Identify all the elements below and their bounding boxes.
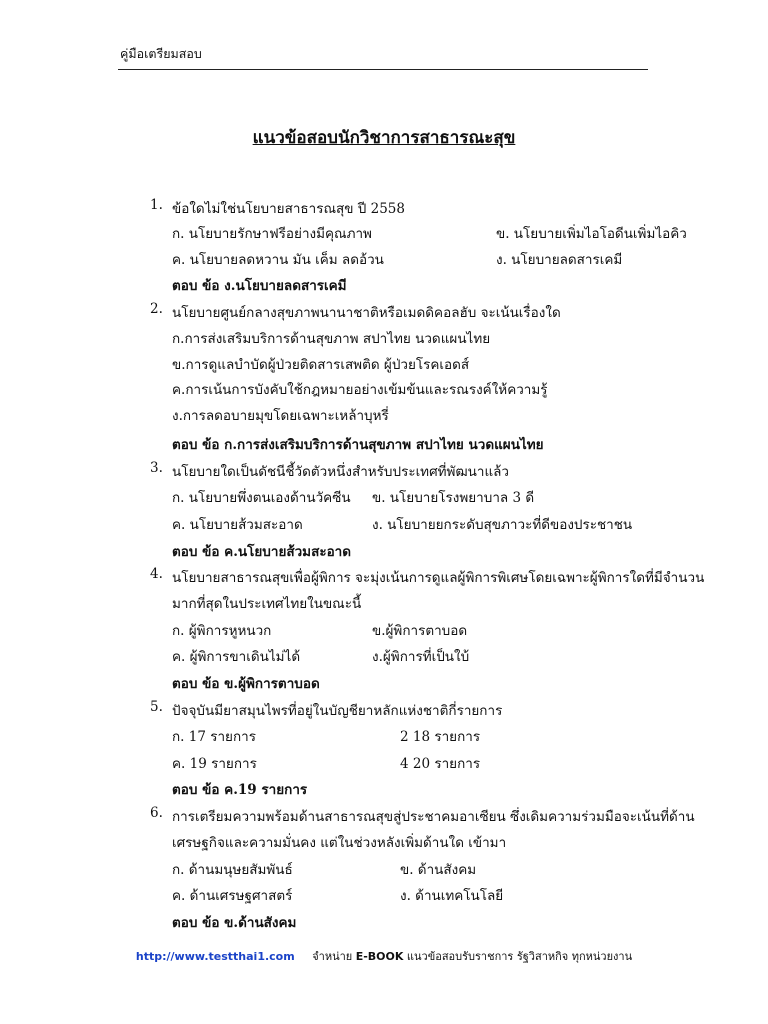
question-text-cont: มากที่สุดในประเทศไทยในขณะนี้	[172, 596, 362, 612]
option-d: ง. ด้านเทคโนโลยี	[400, 888, 504, 904]
option-c: ค. ด้านเศรษฐศาสตร์	[172, 888, 293, 904]
question-number: 4.	[150, 566, 163, 582]
option-c: ค.การเน้นการบังคับใช้กฎหมายอย่างเข้มข้นและรณรงค์ให้ความรู้	[172, 382, 548, 398]
question-text: นโยบายสาธารณสุขเพื่อผู้พิการ จะมุ่งเน้นการดูแลผู้พิการพิเศษโดยเฉพาะผู้พิการใดที่มีจำนวน	[172, 570, 705, 586]
question-text: การเตรียมความพร้อมด้านสาธารณสุขสู่ประชาคมอาเซียน ซึ่งเดิมความร่วมมือจะเน้นที่ด้าน	[172, 809, 695, 825]
footer-ad-text: แนวข้อสอบรับราชการ รัฐวิสาหกิจ ทุกหน่วยงาน	[406, 950, 633, 963]
answer-line: ตอบ ข้อ ค.19 รายการ	[172, 782, 308, 798]
question-number: 3.	[150, 460, 163, 476]
option-a: ก. 17 รายการ	[172, 729, 256, 745]
option-b: ข.ผู้พิการตาบอด	[372, 623, 468, 639]
question-number: 1.	[150, 197, 163, 213]
option-d: ง. นโยบายยกระดับสุขภาวะที่ดีของประชาชน	[372, 517, 633, 533]
website-link[interactable]: http://www.testthai1.com	[135, 950, 295, 963]
question-text: นโยบายใดเป็นดัชนีชี้วัดตัวหนึ่งสำหรับประเทศที่พัฒนาแล้ว	[172, 464, 510, 480]
option-c: ค. นโยบายส้วมสะอาด	[172, 517, 303, 533]
page-footer	[0, 947, 768, 965]
answer-line: ตอบ ข้อ ค.นโยบายส้วมสะอาด	[172, 544, 352, 560]
option-c: ค. ผู้พิการขาเดินไม่ได้	[172, 649, 301, 665]
option-c: ค. นโยบายลดหวาน มัน เค็ม ลดอ้วน	[172, 252, 384, 268]
option-a: ก. นโยบายพึ่งตนเองด้านวัคซีน	[172, 490, 351, 506]
footer-ad-prefix: จำหน่าย	[312, 950, 353, 963]
question-text: ปัจจุบันมียาสมุนไพรที่อยู่ในบัญชียาหลักแห่งชาติกี่รายการ	[172, 703, 503, 719]
option-d: ง.การลดอบายมุขโดยเฉพาะเหล้าบุหรี่	[172, 408, 389, 424]
option-b: ข. ด้านสังคม	[400, 862, 477, 878]
option-b: ข.การดูแลบำบัดผู้ป่วยติดสารเสพติด ผู้ป่วยโรคเอดส์	[172, 357, 470, 373]
answer-line: ตอบ ข้อ ข.ผู้พิการตาบอด	[172, 676, 320, 692]
option-a: ก. ด้านมนุษยสัมพันธ์	[172, 862, 293, 878]
header-divider	[118, 69, 648, 70]
option-c: ค. 19 รายการ	[172, 756, 257, 772]
option-d: ง. นโยบายลดสารเคมี	[496, 252, 623, 268]
question-text-cont: เศรษฐกิจและความมั่นคง แต่ในช่วงหลังเพิ่มด้านใด เข้ามา	[172, 835, 507, 851]
answer-line: ตอบ ข้อ ก.การส่งเสริมบริการด้านสุขภาพ สปาไทย นวดแผนไทย	[172, 437, 544, 453]
option-a: ก. นโยบายรักษาฟรีอย่างมีคุณภาพ	[172, 226, 372, 242]
footer-ad-ebook: E-BOOK	[355, 950, 404, 963]
option-d: ง.ผู้พิการที่เป็นใบ้	[372, 649, 470, 665]
option-b: ข. นโยบายเพิ่มไอโอดีนเพิ่มไอคิว	[496, 226, 687, 242]
option-a: ก. ผู้พิการหูหนวก	[172, 623, 272, 639]
option-a: ก.การส่งเสริมบริการด้านสุขภาพ สปาไทย นวดแผนไทย	[172, 331, 491, 347]
answer-line: ตอบ ข้อ ข.ด้านสังคม	[172, 915, 297, 931]
question-number: 5.	[150, 699, 163, 715]
option-d: 4 20 รายการ	[400, 756, 481, 772]
page-title: แนวข้อสอบนักวิชาการสาธารณะสุข	[252, 128, 516, 148]
question-text: นโยบายศูนย์กลางสุขภาพนานาชาติหรือเมดดิคอลฮับ จะเน้นเรื่องใด	[172, 305, 561, 321]
option-b: 2 18 รายการ	[400, 729, 481, 745]
question-number: 6.	[150, 805, 163, 821]
question-text: ข้อใดไม่ใช่นโยบายสาธารณสุข ปี 2558	[172, 201, 405, 217]
running-header: คู่มือเตรียมสอบ	[120, 46, 202, 61]
question-number: 2.	[150, 301, 163, 317]
answer-line: ตอบ ข้อ ง.นโยบายลดสารเคมี	[172, 278, 347, 294]
option-b: ข. นโยบายโรงพยาบาล 3 ดี	[372, 490, 535, 506]
